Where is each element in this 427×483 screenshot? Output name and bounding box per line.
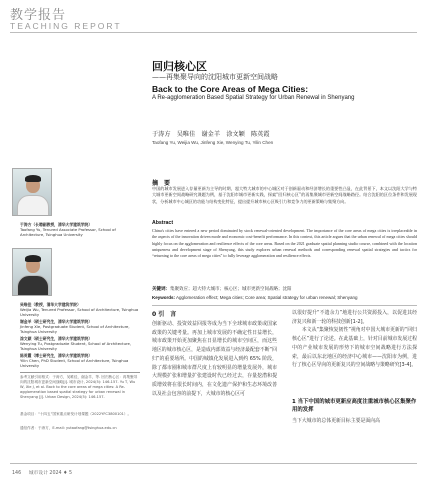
- author-name: 涂文颖（硕士研究生，清华大学建筑学院）: [20, 336, 93, 341]
- article-title-en: Back to the Core Areas of Mega Cities:: [152, 84, 309, 94]
- section1-text: 当下大城市的总体更新目标主要是面向高: [292, 418, 381, 424]
- author-info: [20, 222, 140, 237]
- author-detail: Yilin Chen, PhD Student, School of Architecture, Tsinghua University: [20, 358, 129, 368]
- authors-en: Taofang Yu, Weijia Wu, Jinfeng Xie, Wenying Tu, Yilin Chen: [152, 140, 274, 145]
- article-subtitle-cn: ——再集聚导向的沈阳城市更新空间战略: [152, 73, 278, 81]
- fund-note: 基金项目：“十四五”国家重点研发计划课题（2022YFC3800101）。: [20, 412, 132, 416]
- keywords-text-en: Agglomeration effect; Mega cities; Core area; Spatial strategy for urban renewal; Shenyang: [176, 295, 358, 300]
- journal-name: 城市设计 2024 ♦ 5: [28, 471, 73, 476]
- author-photo: [12, 248, 52, 296]
- author-detail: Jinfeng Xie, Postgraduate Student, School of Architecture, Tsinghua University: [20, 324, 130, 334]
- abstract-heading-en: Abstract: [152, 220, 174, 226]
- author-info: [20, 353, 140, 368]
- author-detail: Wenying Tu, Postgraduate Student, School of Architecture, Tsinghua University: [20, 341, 132, 351]
- keywords-label-en: Keywords:: [152, 295, 176, 300]
- author-photo: [12, 168, 52, 216]
- intro-heading: 0 引 言: [152, 311, 177, 318]
- keywords-en: [152, 295, 417, 300]
- abstract-text-cn: 中国的城市发展进入存量更新为主导的时期，超大特大城市的中心城区对于创新驱动和经济增长的重要性凸显，在此背景下，本文以沈阳大学与特大城市更新空间战略研究课题为例，基于沈阳市城市更新实践，探索“回归核心区”的再集聚城市更新空间战略路径。结合沈阳的区位条件和发展现状，分析城市中心城区的功能与结构变化特征，提出提升城市核心区吸引力和竞争力的更新策略与集聚方向。: [152, 186, 417, 204]
- notes-divider: [20, 372, 140, 373]
- page-footer: [12, 469, 72, 476]
- keywords-cn: [152, 286, 417, 292]
- author-info: [20, 319, 140, 334]
- author-detail: Taofang Yu, Tenured Associate Professor, School of Architecture, Tsinghua University: [20, 227, 116, 237]
- article-title-cn: 回归核心区: [152, 60, 207, 73]
- author-name: 谢金羊（硕士研究生，清华大学建筑学院）: [20, 319, 93, 324]
- author-name: 于涛方（长聘副教授，清华大学建筑学院）: [20, 222, 93, 227]
- author-name: 吴唯佳（教授，清华大学建筑学院）: [20, 302, 81, 307]
- author-name: 陈英霞（博士研究生，清华大学建筑学院）: [20, 353, 93, 358]
- section-title-en: TEACHING REPORT: [10, 21, 122, 31]
- page-number: 146: [12, 471, 22, 476]
- body-column-left: 创新驱动、投资效益回报等成为当下全球城市政策或国家政策的关键考量。再加上城市发展的不确定性日益增长，城市政策开始更加聚焦在日显增长的城市空间区，而这些地区的城市核心区，是造成内部效益与经济最配套不断“回归”的重要场所。中国的城镇化发展进入到约 65% 阶段，除了都市圈和城市群尺度上有较明显的增量发展外，城市大规模扩张和增量扩张建设时代已经过去，存量挖潜和提质增效将在很长时间内，在文化遗产保护和生态环境改善以及社会包容的前提下，大城市的核心区可: [152, 321, 277, 397]
- footer-divider: [10, 463, 417, 464]
- authors-cn: 于涛方 吴唯佳 谢金羊 涂文颖 陈英霞: [152, 131, 270, 138]
- author-info: [20, 336, 140, 351]
- citation-note: 参考文献引用格式：于涛方，吴唯佳，谢金羊，等. 回归核心区：再集聚导向的沈阳城市更新空间战略[J]. 城市设计, 2024(5): 146-157. Yu T, Wu W, Xie J, et al. Back to the core areas of mega cities: A Re-agglomeration based spatial strategy for urban renewal in Shenyang [J]. Urban Design, 2024(5): 146-157.: [20, 375, 138, 399]
- section1-heading: 1 当下中国的城市更新应高度注重城市核心区集聚作用的发挥: [292, 399, 417, 413]
- section-title-cn: 教学报告: [10, 8, 67, 23]
- author-info: [20, 302, 140, 317]
- header-divider: [10, 32, 417, 33]
- author-detail: Weijia Wu, Tenured Professor, School of Architecture, Tsinghua University: [20, 307, 139, 317]
- body-divider: [152, 305, 417, 306]
- abstract-heading-cn: 摘 要: [152, 180, 171, 187]
- article-subtitle-en: A Re-agglomeration Based Spatial Strategy for Urban Renewal in Shenyang: [152, 95, 355, 101]
- abstract-text-en: China's cities have entered a new period dominated by stock renewal-oriented development. The importance of the core areas of mega cities is irreplaceable in the aspects of the innovation driven mode and economic cost-benefit performance. In this context, this article argues that the urban renewal of mega cities should highly focus on the agglomeration and resilience effects of the core areas. Based on the 2021 graduate spatial planning studio course, combined with the location uniqueness and development stage of Shenyang, this study explores urban renewal methods and corresponding renewal spatial strategies and tactics for “returning to the core areas of mega cities” to fully leverage agglomeration and resilience effects.: [152, 228, 417, 259]
- keywords-label-cn: 关键词：: [152, 287, 170, 292]
- body-column-right: 以很好提升“不遗余力”地进行公共资源投入，以促进其经济复兴和新一轮的科技创新[1-2]。 本文从“集聚恢复韧性”视角对中国大城市更新的“回归核心区”进行了论述。在此基础上，针对目前城市发展过程中的产业城市发展的形势下的城市空间战略进行方法探索，最后以东北地区的经济中心城市——沈阳市为例，进行了核心区导向的更新复兴的空间战略与策略研究[3-4]。: [292, 310, 417, 369]
- keywords-text-cn: 集聚效应；超大特大城市；核心区；城市更新空间战略；沈阳: [170, 287, 292, 292]
- contact-note: 通信作者：于涛方，E-mail: yutaofang@tsinghua.edu.cn: [20, 426, 117, 430]
